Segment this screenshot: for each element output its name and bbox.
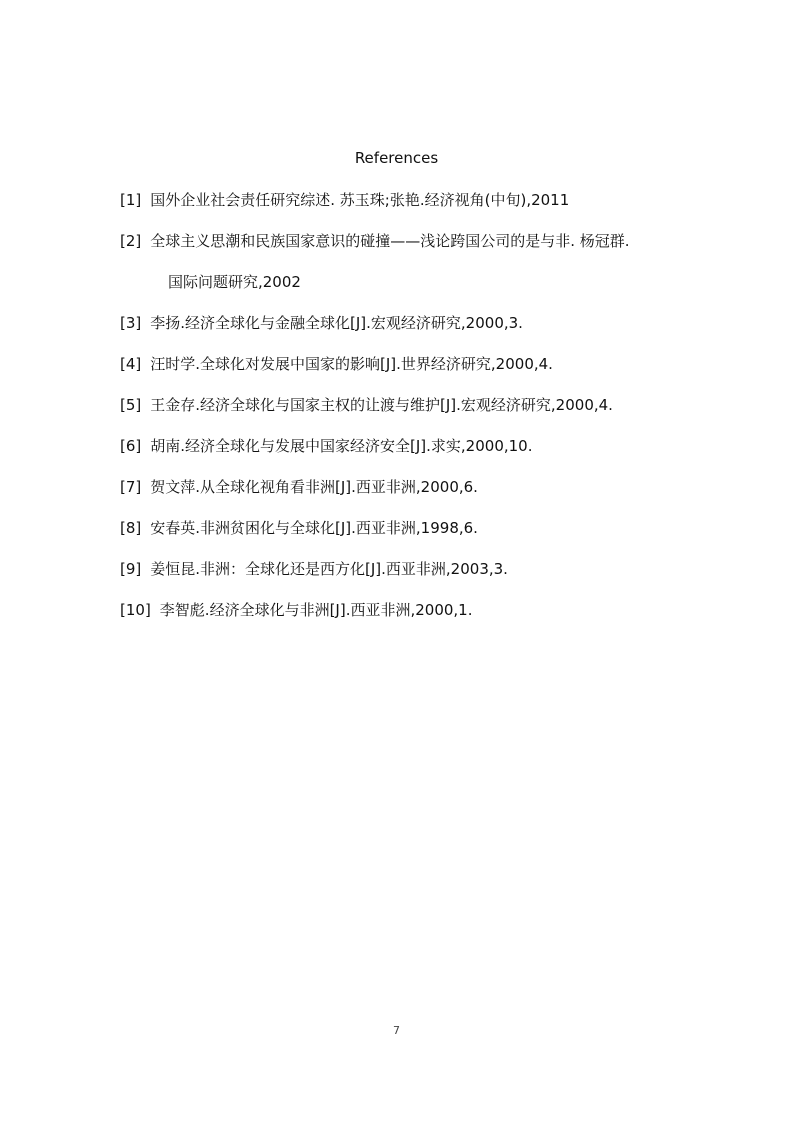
- reference-number: [6]: [120, 437, 142, 455]
- reference-item: [120, 559, 700, 579]
- reference-text-continuation: 国际问题研究,2002: [168, 273, 301, 291]
- reference-number: [3]: [120, 314, 142, 332]
- reference-number: [7]: [120, 478, 142, 496]
- reference-number: [4]: [120, 355, 142, 373]
- reference-text: 贺文萍.从全球化视角看非洲[J].西亚非洲,2000,6.: [150, 478, 478, 496]
- reference-item: [120, 231, 700, 292]
- references-heading: References: [354, 149, 439, 167]
- reference-text: 李扬.经济全球化与金融全球化[J].宏观经济研究,2000,3.: [150, 314, 523, 332]
- reference-number: [10]: [120, 601, 151, 619]
- page-number: 7: [393, 1024, 400, 1037]
- reference-text: 王金存.经济全球化与国家主权的让渡与维护[J].宏观经济研究,2000,4.: [150, 396, 613, 414]
- reference-item: [120, 313, 700, 333]
- reference-text: 李智彪.经济全球化与非洲[J].西亚非洲,2000,1.: [159, 601, 473, 619]
- reference-text: 国外企业社会责任研究综述. 苏玉珠;张艳.经济视角(中旬),2011: [150, 191, 570, 209]
- reference-text: 安春英.非洲贫困化与全球化[J].西亚非洲,1998,6.: [150, 519, 478, 537]
- reference-text: 姜恒昆.非洲：全球化还是西方化[J].西亚非洲,2003,3.: [150, 560, 508, 578]
- reference-number: [2]: [120, 232, 142, 250]
- reference-number: [5]: [120, 396, 142, 414]
- reference-item: [120, 477, 700, 497]
- reference-text: 胡南.经济全球化与发展中国家经济安全[J].求实,2000,10.: [150, 437, 533, 455]
- reference-item: [120, 436, 700, 456]
- reference-number: [8]: [120, 519, 142, 537]
- reference-item: [120, 190, 700, 210]
- reference-list: [120, 190, 700, 641]
- reference-item: [120, 395, 700, 415]
- reference-item: [120, 600, 700, 620]
- reference-item: [120, 354, 700, 374]
- reference-number: [1]: [120, 191, 142, 209]
- reference-number: [9]: [120, 560, 142, 578]
- reference-text: 全球主义思潮和民族国家意识的碰撞——浅论跨国公司的是与非. 杨冠群.: [150, 232, 630, 250]
- reference-item: [120, 518, 700, 538]
- reference-text: 汪时学.全球化对发展中国家的影响[J].世界经济研究,2000,4.: [150, 355, 553, 373]
